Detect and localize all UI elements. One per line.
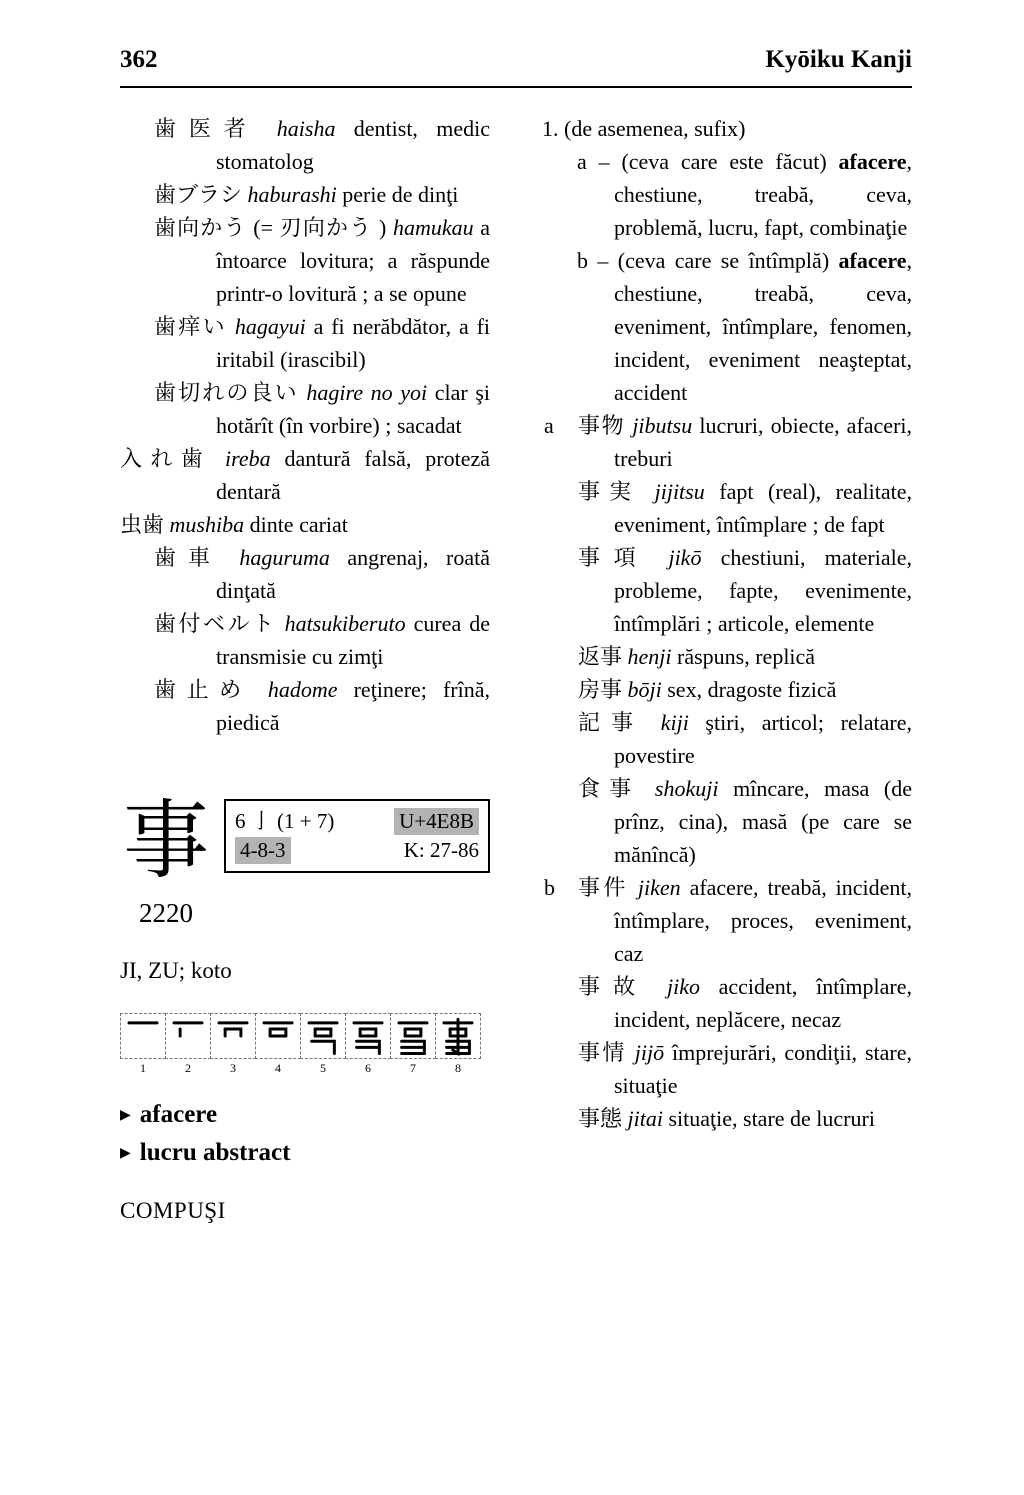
kanji-info-box bbox=[224, 799, 490, 873]
compound-entry bbox=[578, 673, 912, 706]
kanji-headword-block bbox=[120, 793, 490, 1227]
kanji-row bbox=[120, 793, 490, 889]
compound-gloss: angrenaj, roată dinţată bbox=[216, 545, 490, 603]
compound-romaji: haguruma bbox=[239, 545, 330, 570]
kanji-readings: JI, ZU; koto bbox=[120, 958, 232, 983]
subsense-bold-term: afacere bbox=[838, 248, 907, 273]
stroke-cell bbox=[210, 1013, 256, 1076]
meaning-bullet-icon: ▶ bbox=[120, 1146, 131, 1161]
compound-kanji: 房事 bbox=[578, 677, 623, 702]
compusi-heading: COMPUŞI bbox=[120, 1198, 226, 1223]
stroke-cell bbox=[255, 1013, 301, 1076]
compound-romaji: jikō bbox=[668, 545, 702, 570]
subsense-label: a – bbox=[577, 149, 610, 174]
stroke-number: 4 bbox=[275, 1061, 281, 1075]
compound-entry bbox=[578, 871, 912, 970]
meanings-list bbox=[120, 1096, 490, 1172]
compound-gloss: sex, dragoste fizică bbox=[667, 677, 837, 702]
k-code: K: 27-86 bbox=[403, 838, 479, 862]
compound-romaji: hatsukiberuto bbox=[284, 611, 406, 636]
compound-romaji: jijitsu bbox=[654, 479, 705, 504]
subsense-label: b – bbox=[577, 248, 609, 273]
compound-romaji: jijō bbox=[634, 1040, 665, 1065]
compound-gloss: afacere, treabă, incident, întîmplare, proces, eveniment, caz bbox=[614, 875, 913, 966]
compound-romaji: jitai bbox=[627, 1106, 663, 1131]
stroke-step-icon bbox=[165, 1013, 211, 1059]
compound-entry bbox=[120, 178, 490, 211]
stroke-number: 5 bbox=[320, 1061, 326, 1075]
running-head-title: Kyōiku Kanji bbox=[765, 46, 912, 73]
compound-romaji: bōji bbox=[627, 677, 662, 702]
compound-kanji: 記事 bbox=[578, 710, 645, 735]
compound-gloss: perie de dinţi bbox=[342, 182, 459, 207]
headword-kanji: 事 bbox=[123, 793, 209, 889]
meaning-item bbox=[120, 1134, 490, 1172]
compound-romaji: haburashi bbox=[247, 182, 337, 207]
compound-group-a bbox=[542, 409, 912, 871]
compound-kanji: 返事 bbox=[578, 644, 623, 669]
stroke-cell bbox=[345, 1013, 391, 1076]
compound-romaji: hamukau bbox=[392, 215, 474, 240]
compound-gloss: lucruri, obiecte, afaceri, treburi bbox=[614, 413, 913, 471]
stroke-number: 6 bbox=[365, 1061, 371, 1075]
subsense-bold-term: afacere bbox=[838, 149, 907, 174]
stroke-count-radical: 6 亅 (1 + 7) bbox=[235, 809, 335, 833]
compound-romaji: jiko bbox=[666, 974, 700, 999]
compound-gloss: ştiri, articol; relatare, povestire bbox=[614, 710, 913, 768]
compound-kanji: 事態 bbox=[578, 1106, 623, 1131]
compound-kanji: 歯向かう (= 刃向かう ) bbox=[154, 215, 387, 240]
subsense-text: , chestiune, treabă, ceva, problemă, lucru, fapt, combinaţie bbox=[614, 149, 913, 240]
stroke-step-icon bbox=[300, 1013, 346, 1059]
stroke-step-icon bbox=[255, 1013, 301, 1059]
compound-gloss: curea de transmisie cu zimţi bbox=[216, 611, 490, 669]
compound-gloss: mîncare, masa (de prînz, cina), masă (pe care se mănîncă) bbox=[614, 776, 913, 867]
meaning-item bbox=[120, 1096, 490, 1134]
compound-romaji: hagire no yoi bbox=[306, 380, 428, 405]
compound-kanji: 入れ歯 bbox=[120, 446, 212, 471]
compound-gloss: chestiuni, materiale, probleme, fapte, evenimente, întîmplări ; articole, elemente bbox=[614, 545, 913, 636]
compound-entry bbox=[120, 112, 490, 178]
meaning-bullet-icon: ▶ bbox=[120, 1108, 131, 1123]
compound-entry bbox=[578, 970, 912, 1036]
compound-gloss: clar şi hotărît (în vorbire) ; sacadat bbox=[216, 380, 490, 438]
compound-gloss: dantură falsă, proteză dentară bbox=[216, 446, 490, 504]
compound-entry bbox=[578, 1036, 912, 1102]
compound-romaji: henji bbox=[627, 644, 672, 669]
compound-gloss: reţinere; frînă, piedică bbox=[216, 677, 491, 735]
info-box-row bbox=[235, 808, 479, 835]
sense-heading bbox=[542, 112, 912, 145]
compound-entry bbox=[120, 211, 490, 310]
compound-entry bbox=[578, 1102, 912, 1135]
compound-romaji: mushiba bbox=[169, 512, 245, 537]
compound-gloss: răspuns, replică bbox=[677, 644, 816, 669]
stroke-cell bbox=[435, 1013, 481, 1076]
stroke-cell bbox=[390, 1013, 436, 1076]
compound-gloss: a întoarce lovitura; a răspunde printr-o lovitură ; a se opune bbox=[216, 215, 491, 306]
compound-entry bbox=[578, 409, 912, 475]
compound-entry bbox=[578, 541, 912, 640]
compound-kanji: 事項 bbox=[578, 545, 650, 570]
compound-kanji: 食事 bbox=[578, 776, 641, 801]
subsense-b bbox=[542, 244, 912, 409]
two-column-body bbox=[120, 112, 912, 1227]
compound-entry bbox=[120, 508, 490, 541]
sense-number: 1. bbox=[542, 116, 559, 141]
stroke-step-icon bbox=[210, 1013, 256, 1059]
compound-entry bbox=[578, 772, 912, 871]
compound-kanji: 歯車 bbox=[154, 545, 222, 570]
compound-entry bbox=[120, 376, 490, 442]
compound-entry bbox=[578, 475, 912, 541]
stroke-number: 7 bbox=[410, 1061, 416, 1075]
stroke-cell bbox=[165, 1013, 211, 1076]
stroke-number: 3 bbox=[230, 1061, 236, 1075]
compound-entry bbox=[120, 541, 490, 607]
compound-kanji: 歯止め bbox=[154, 677, 252, 702]
compound-kanji: 歯付ベルト bbox=[154, 611, 277, 636]
compound-romaji: hagayui bbox=[234, 314, 306, 339]
page-header bbox=[120, 46, 912, 88]
compound-kanji: 事故 bbox=[578, 974, 649, 999]
stroke-step-icon bbox=[435, 1013, 481, 1059]
unicode-value: U+4E8B bbox=[394, 808, 479, 835]
compound-kanji: 歯切れの良い bbox=[154, 380, 299, 405]
left-column bbox=[120, 112, 490, 1227]
stroke-number: 2 bbox=[185, 1061, 191, 1075]
compound-romaji: jibutsu bbox=[632, 413, 693, 438]
compound-kanji: 歯医者 bbox=[154, 116, 259, 141]
compound-romaji: haisha bbox=[276, 116, 336, 141]
compound-kanji: 歯痒い bbox=[154, 314, 228, 339]
group-marker: b bbox=[544, 875, 555, 900]
compound-kanji: 事物 bbox=[578, 413, 626, 438]
compound-romaji: hadome bbox=[267, 677, 338, 702]
stroke-step-icon bbox=[120, 1013, 166, 1059]
compound-kanji: 虫歯 bbox=[120, 512, 165, 537]
compound-entry bbox=[120, 673, 490, 739]
compound-group-b bbox=[542, 871, 912, 1135]
meaning-label: afacere bbox=[139, 1101, 218, 1128]
compound-gloss: fapt (real), realitate, eveniment, întîmplare ; de fapt bbox=[614, 479, 912, 537]
compound-entry bbox=[120, 442, 490, 508]
sense-intro: (de asemenea, sufix) bbox=[564, 116, 746, 141]
compound-gloss: accident, întîmplare, incident, neplăcere, necaz bbox=[614, 974, 912, 1032]
compound-kanji: 事件 bbox=[578, 875, 629, 900]
compound-romaji: shokuji bbox=[654, 776, 719, 801]
page-number: 362 bbox=[120, 46, 158, 73]
compound-gloss: dinte cariat bbox=[249, 512, 348, 537]
subsense-a bbox=[542, 145, 912, 244]
stroke-number: 8 bbox=[455, 1061, 461, 1075]
compound-gloss: situaţie, stare de lucruri bbox=[668, 1106, 875, 1131]
compound-romaji: kiji bbox=[660, 710, 689, 735]
meaning-label: lucru abstract bbox=[139, 1139, 291, 1166]
compound-gloss: a fi nerăbdător, a fi iritabil (irascibil) bbox=[216, 314, 491, 372]
subsense-text: (ceva care se întîmplă) bbox=[617, 248, 839, 273]
compound-gloss: dentist, medic stomatolog bbox=[216, 116, 490, 174]
info-box-row bbox=[235, 837, 479, 864]
subsense-text: (ceva care este făcut) bbox=[621, 149, 839, 174]
compound-entry bbox=[578, 706, 912, 772]
descriptor-code: 4-8-3 bbox=[235, 837, 291, 864]
stroke-step-icon bbox=[390, 1013, 436, 1059]
stroke-number: 1 bbox=[140, 1061, 146, 1075]
subsense-text: , chestiune, treabă, ceva, eveniment, întîmplare, fenomen, incident, eveniment neaşteptat, accident bbox=[614, 248, 913, 405]
stroke-step-icon bbox=[345, 1013, 391, 1059]
right-column bbox=[542, 112, 912, 1227]
compound-entry bbox=[578, 640, 912, 673]
entry-number: 2220 bbox=[139, 898, 193, 928]
compound-entry bbox=[120, 310, 490, 376]
compound-gloss: împrejurări, condiţii, stare, situaţie bbox=[614, 1040, 912, 1098]
stroke-cell bbox=[120, 1013, 166, 1076]
compound-kanji: 歯ブラシ bbox=[154, 182, 243, 207]
stroke-order-diagram bbox=[120, 1013, 490, 1076]
compound-romaji: jiken bbox=[637, 875, 681, 900]
stroke-cell bbox=[300, 1013, 346, 1076]
group-marker: a bbox=[544, 413, 554, 438]
compound-kanji: 事情 bbox=[578, 1040, 627, 1065]
compound-kanji: 事実 bbox=[578, 479, 641, 504]
compound-romaji: ireba bbox=[225, 446, 271, 471]
compound-entry bbox=[120, 607, 490, 673]
